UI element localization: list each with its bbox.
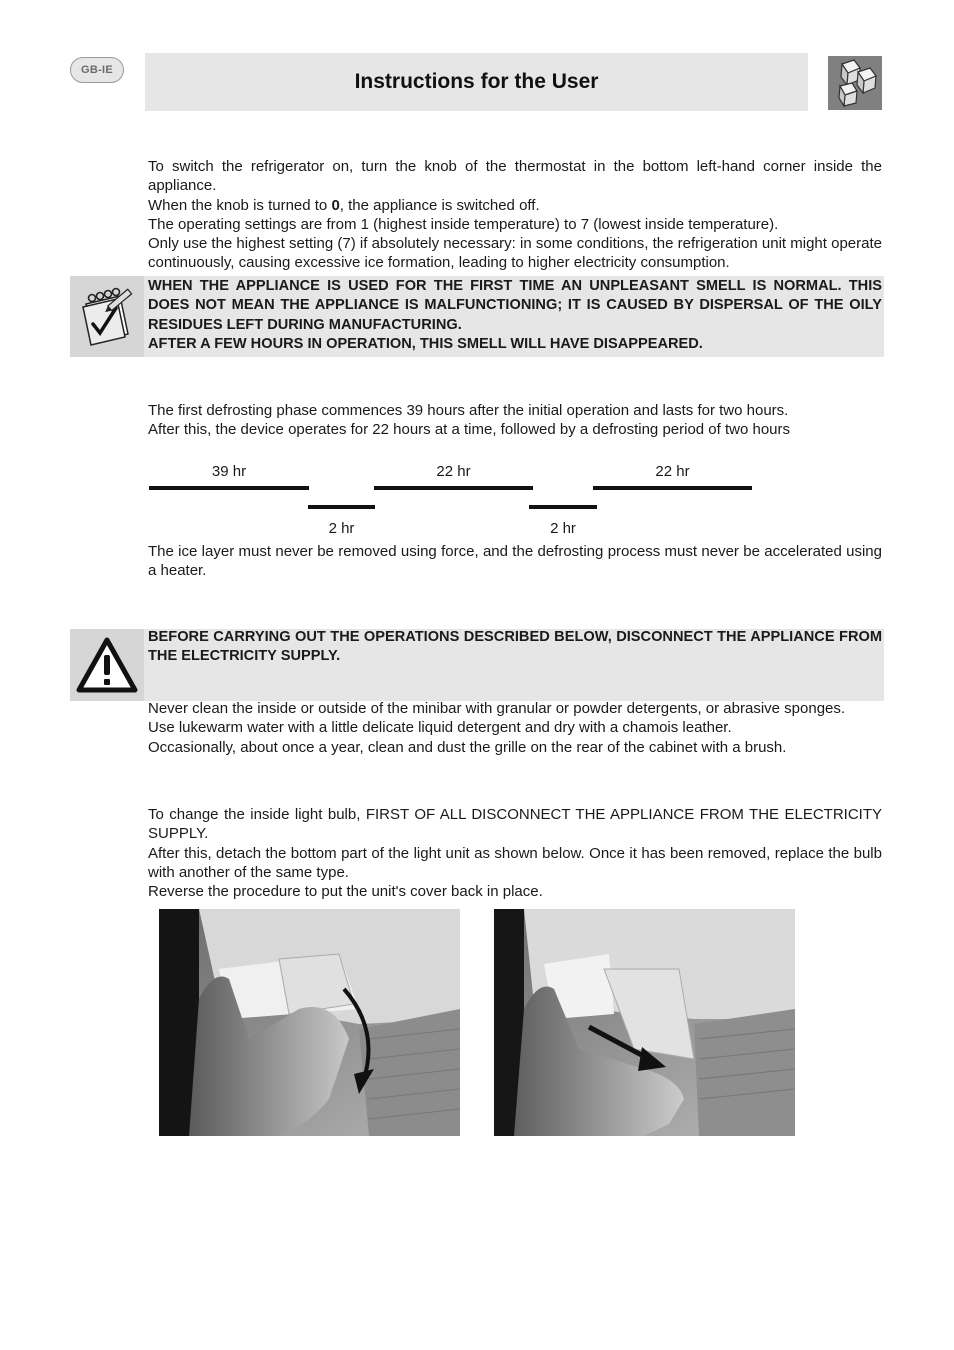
note-line: WHEN THE APPLIANCE IS USED FOR THE FIRST TIME AN UNPLEASANT SMELL IS NORMAL. THIS DOES NOT MEAN THE APPLIANCE IS MALFUNCTIONING; IT IS CAUSED BY DISPERSAL OF THE OILY RESIDUES LEFT DURING MANUFACTURING. [148,278,882,333]
photo-remove-light-cover [494,909,795,1136]
timeline-operating-bar [374,486,533,490]
note-line: AFTER A FEW HOURS IN OPERATION, THIS SMELL WILL HAVE DISAPPEARED. [148,335,703,352]
defrost-timeline [0,0,954,560]
timeline-duration-label: 22 hr [436,463,471,480]
warning-text [148,628,882,667]
warning-line: BEFORE CARRYING OUT THE OPERATIONS DESCRIBED BELOW, DISCONNECT THE APPLIANCE FROM THE ELECTRICITY SUPPLY. [148,629,882,665]
paragraph: Use lukewarm water with a little delicate liquid detergent and dry with a chamois leather. [148,719,732,737]
timeline-duration-label: 2 hr [328,520,355,537]
setting-zero: 0 [331,196,340,214]
paragraph: Only use the highest setting (7) if absolutely necessary: in some conditions, the refrigeration unit might operate continuously, causing excessive ice formation, leading to higher electricity consumption. [148,235,882,272]
photo-detach-light-cover [159,909,460,1136]
timeline-defrost-bar [308,505,375,509]
warning-triangle-icon [70,629,144,701]
cleaning-section [148,699,882,757]
paragraph: After this, detach the bottom part of the light unit as shown below. Once it has been removed, replace the bulb with another of the same type. [148,844,882,881]
paragraph: To change the inside light bulb, FIRST OF ALL DISCONNECT THE APPLIANCE FROM THE ELECTRICITY SUPPLY. [148,806,882,843]
paragraph: The first defrosting phase commences 39 hours after the initial operation and lasts for two hours. [148,402,789,419]
paragraph: Occasionally, about once a year, clean and dust the grille on the rear of the cabinet with a brush. [148,738,787,756]
page-title: Instructions for the User [354,70,599,93]
timeline-duration-label: 22 hr [655,463,690,480]
text-fragment: When the knob is turned to [148,196,332,214]
paragraph: Never clean the inside or outside of the minibar with granular or powder detergents, or abrasive sponges. [148,700,846,717]
defrost-warning-text [148,542,882,581]
paragraph: After this, the device operates for 22 hours at a time, followed by a defrosting period of two hours [148,421,791,439]
timeline-duration-label: 2 hr [550,520,576,537]
language-badge: GB-IE [70,57,124,83]
timeline-operating-bar [593,486,752,490]
text-fragment: , the appliance is switched off. [339,196,540,214]
paragraph: To switch the refrigerator on, turn the knob of the thermostat in the bottom left-hand corner inside the appliance. [148,158,882,195]
bulb-section [148,805,882,901]
paragraph: The operating settings are from 1 (highest inside temperature) to 7 (lowest inside temperature). [148,215,779,233]
warning-box [70,629,884,701]
paragraph: The ice layer must never be removed using force, and the defrosting process must never be accelerated using a heater. [148,543,882,580]
timeline-defrost-bar [529,505,597,509]
timeline-operating-bar [149,486,309,490]
timeline-duration-label: 39 hr [211,463,247,480]
paragraph: Reverse the procedure to put the unit's cover back in place. [148,883,543,901]
